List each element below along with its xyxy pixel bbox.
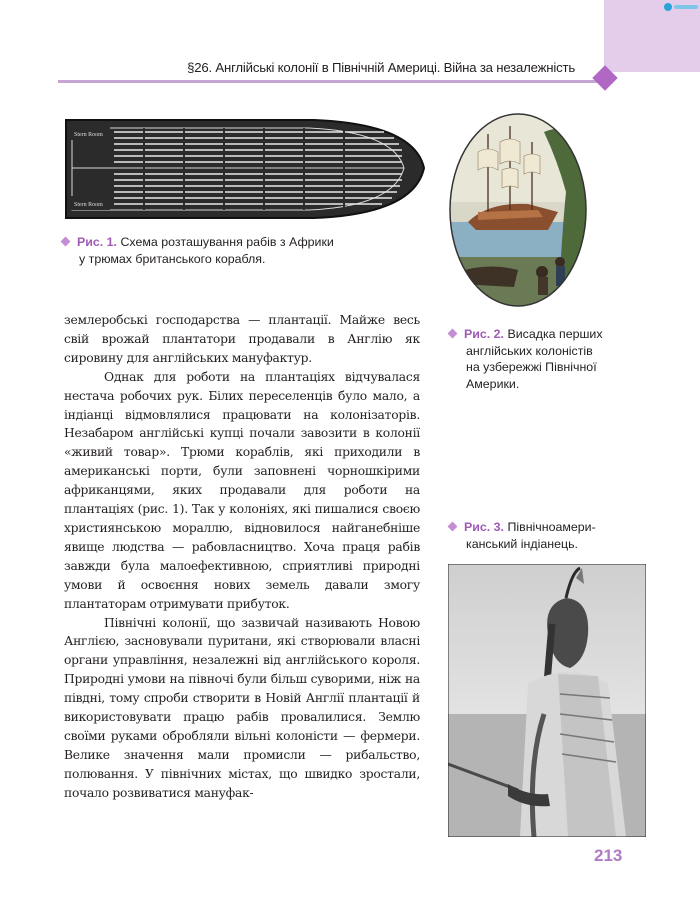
caption-bullet-icon	[448, 329, 458, 339]
figure-3-caption: Рис. 3. Північноамери- канський індіанець.	[449, 519, 639, 552]
publisher-logo-icon	[663, 2, 700, 12]
caption-bullet-icon	[61, 237, 71, 247]
figure-2-caption: Рис. 2. Висадка перших англійських колоністів на узбережжі Північної Америки.	[449, 326, 639, 392]
colonists-landing-painting	[448, 112, 588, 308]
caption-bullet-icon	[448, 522, 458, 532]
main-text-column	[64, 311, 420, 803]
paragraph: Однак для роботи на плантаціях відчувалася нестача робочих рук. Білих переселенців було мало, а індіанці відмовлялися працювати на колонізаторів. Незабаром англійські купці почали завозити в колонії «живий товар». Трюми кораблів, які приходили в американські порти, були заповнені чорношкірими африканцями, яких продавали для роботи на плантаціях (рис. 1). Так у колоніях, які пишалися своєю християнською мораллю, відновилося найганебніше явище людства — рабовласництво. Хоча праця рабів завжди була малоефективною, сприятливі природні умови й освоєння нових земель давали змогу плантаторам отримувати прибуток.	[64, 369, 420, 611]
figure-1-caption: Рис. 1. Схема розташування рабів з Африки у трюмах британського корабля.	[62, 234, 382, 267]
header-divider	[58, 80, 602, 83]
paragraph: землеробські господарства — плантації. Майже весь свій врожай плантатори продавали в Англію як сировину для англійських мануфактур.	[64, 313, 420, 365]
ship-plan-label: Stern Room	[74, 132, 103, 138]
paragraph: Північні колонії, що зазвичай називають Новою Англією, засновували пуритани, які створювали власні органи управління, незалежні від англійського короля. Природні умови на півночі були більш суворими, ніж на півдні, тому спроби створити в Новій Англії плантації й використовувати працю рабів провалилися. Землю своїми руками обробляли вільні колоністи — фермери. Велике значення мали промисли — рибальство, полювання. У північних містах, що швидко зростали, почало розвиватися мануфак-	[64, 615, 420, 800]
chapter-header-title: §26. Англійські колонії в Північній Америці. Війна за незалежність	[187, 60, 575, 75]
ship-plan-label: Stern Room	[74, 202, 103, 208]
slave-ship-diagram	[64, 116, 426, 222]
page-number: 213	[594, 846, 623, 865]
native-american-portrait	[448, 564, 646, 837]
